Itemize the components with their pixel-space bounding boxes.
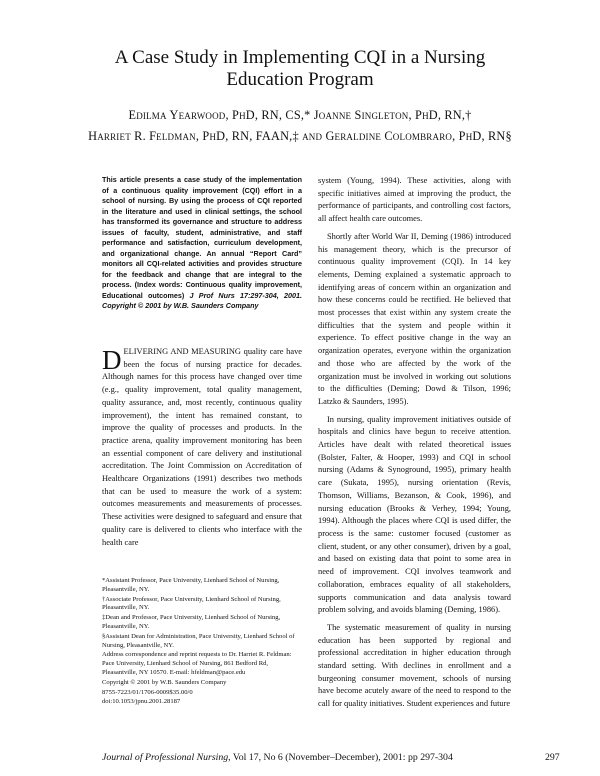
- title-line-1: A Case Study in Implementing CQI in a Nursing: [114, 47, 486, 68]
- journal-footer: [102, 752, 453, 763]
- abstract: [102, 175, 302, 312]
- opening-paragraph: [102, 346, 302, 549]
- paragraph: In nursing, quality improvement initiatives outside of hospitals and clinics have begun to receive attention. Articles have dealt with related theoretical issues (Bolster, Falter, & Hooper, 1993) and CQI in school nursing (Adams & Synoground, 1995), primary health care (Sukata, 1995), nursing orientation (Revis, Thomson, Williams, Bezanson, & Cook, 1996), and nursing education (Brooks & Verhey, 1994; Young, 1994). Although the places where CQI is used differ, the process is the same: customer focused (customer as client, student, or any other consumer), driven by a goal, and based on existing data that point to some area in need of improvement. CQI involves teamwork and collaboration, embraces equality of all stakeholders, supports communication and data analysis toward problem solving, and avoids blaming (Deming, 1986).: [318, 414, 511, 615]
- paragraph: The systematic measurement of quality in nursing education has been supported by regional and professional accreditation in higher education through standard setting. With declines in enrollment and a burgeoning consumer movement, schools of nursing have become acutely aware of the need to respond to the call for quality initiatives. Student experiences and future: [318, 622, 511, 709]
- paragraph: Shortly after World War II, Deming (1986) introduced his management theory, which is the precursor of continuous quality improvement (CQI). In 14 key elements, Deming explained a systematic approach to identifying areas of concern within an organization and how these concerns could be rectified. He believed that most processes that exist within any system create the difficulties that the system and people within it experience. To effect positive change in the way an organization operates, everyone within the organization and those who are affected by the work of the organization must be involved in working out solutions to the difficulties (Deming; Dowd & Tilson, 1996; Latzko & Saunders, 1995).: [318, 231, 511, 406]
- footnote: ‡Dean and Professor, Pace University, Lienhard School of Nursing, Pleasantville, NY.: [102, 614, 281, 630]
- title-line-2: Education Program: [226, 69, 374, 90]
- abstract-citation: J Prof Nurs 17:297-304, 2001. Copyright © 2001 by W.B. Saunders Company: [102, 290, 302, 310]
- abstract-body: This article presents a case study of the implementation of a continuous quality improvement (CQI) effort in a school of nursing. By using the process of CQI reported in the literature and used in clinical settings, the school has transformed its governance and structure to address issues of faculty, student, administrative, and staff performance and satisfaction, curriculum development, and organizational change. An annual “Report Card” monitors all CQI-related activities and provides structure for the feedback and change that are integral to the process. (Index words: Continuous quality improvement, Educational outcomes): [102, 175, 302, 300]
- article-title: [40, 47, 560, 91]
- footnote: †Associate Professor, Pace University, Lienhard School of Nursing, Pleasantville, NY.: [102, 595, 281, 612]
- authors-line-1: Edilma Yearwood, PhD, RN, CS,* Joanne Singleton, PhD, RN,†: [128, 108, 472, 122]
- paragraph: system (Young, 1994). These activities, along with specific initiatives aimed at improving the product, the performance of participants, and controlling cost factors, all affect health care outcomes.: [318, 176, 511, 224]
- drop-cap: D: [102, 345, 122, 375]
- body-left-column: [102, 346, 302, 554]
- lead-caps: ELIVERING AND MEASURING: [123, 347, 241, 356]
- journal-issue: Vol 17, No 6 (November–December), 2001: pp 297-304: [230, 752, 453, 763]
- opening-text: quality care have been the focus of nursing practice for decades. Although names for this process have changed over time (e.g., quality improvement, total quality management, quality assurance, and, most recently, continuous quality improvement), the intent has remained constant, to improve the quality of processes and products. In the practice arena, quality improvement monitoring has been an essential component of care delivery and institutional accreditation. The Joint Commission on Accreditation of Healthcare Organizations (1991) describes two methods that can be used to measure the work of a system: outcomes measurements and measurements of processes. These activities were designed to safeguard and ensure that quality care is delivered to clients who interface with the health care: [102, 347, 302, 547]
- journal-name: Journal of Professional Nursing,: [102, 752, 231, 763]
- footnote: *Assistant Professor, Pace University, Lienhard School of Nursing, Pleasantville, NY.: [102, 577, 280, 593]
- footnote: §Assistant Dean for Administration, Pace University, Lienhard School of Nursing, Pleasantville, NY.: [102, 632, 295, 649]
- page-number: 297: [545, 752, 560, 763]
- footnote: Copyright © 2001 by W.B. Saunders Company: [102, 678, 227, 686]
- footnote: 8755-7223/01/1706-0009$35.00/0: [102, 688, 193, 696]
- body-right-column: [318, 175, 511, 716]
- authors-line-2: Harriet R. Feldman, PhD, RN, FAAN,‡ and Geraldine Colombraro, PhD, RN§: [88, 129, 512, 143]
- footnote: Address correspondence and reprint requests to Dr. Harriet R. Feldman: Pace University, Lienhard School of Nursing, 861 Bedford Rd, Pleasantville, NY 10570. E-mail: hfeldman@pace.edu: [102, 651, 292, 676]
- footnotes: [102, 577, 302, 708]
- footnote: doi:10.1053/jpnu.2001.28187: [102, 698, 181, 706]
